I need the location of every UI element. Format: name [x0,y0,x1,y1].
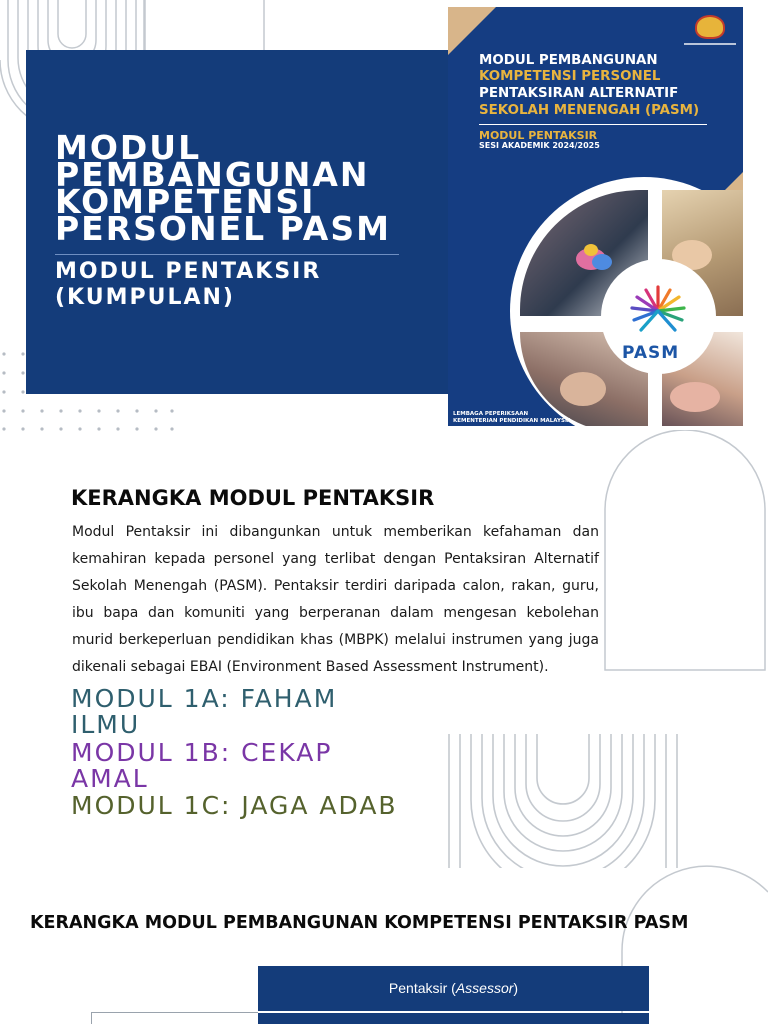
table-header-label [258,980,649,996]
framework-table-next-row [258,1013,649,1024]
cover-title-line-1: MODUL PEMBANGUNAN [479,53,658,68]
section-heading-kerangka-kompetensi: KERANGKA MODUL PEMBANGUNAN KOMPETENSI PENTAKSIR PASM [30,913,689,933]
module-1b-label: MODUL 1B: CEKAP AMAL [71,738,333,793]
module-cover-image [448,7,743,426]
cover-corner-accent [448,7,496,55]
cover-title-line-2: KOMPETENSI PERSONEL [479,69,661,84]
publisher-line-2: KEMENTERIAN PENDIDIKAN MALAYSIA [453,418,572,424]
decorative-arch-right [600,430,768,675]
cover-session-label: SESI AKADEMIK 2024/2025 [479,141,600,150]
section-heading-kerangka-modul: KERANGKA MODUL PENTAKSIR [71,486,435,510]
hero-subtitle: MODUL PENTAKSIR (KUMPULAN) [55,259,322,310]
module-1c-label: MODUL 1C: JAGA ADAB [71,791,398,820]
cover-divider [479,124,707,125]
framework-table-connector [91,1012,258,1024]
hero-title: MODUL PEMBANGUNAN KOMPETENSI PERSONEL PASM [55,128,391,248]
cover-title-line-4: SEKOLAH MENENGAH (PASM) [479,103,700,118]
crest-caption-line [684,43,736,51]
cover-title-line-3: PENTAKSIRAN ALTERNATIF [479,86,679,101]
module-1a-label: MODUL 1A: FAHAM ILMU [71,684,338,739]
decorative-arch-stripes [446,734,680,868]
section-body-text: Modul Pentaksir ini dibangunkan untuk memberikan kefahaman dan kemahiran kepada personel yang terlibat dengan Pentaksiran Alternatif Sekolah Menengah (PASM). Pentaksir terdiri daripada calon, rakan, guru, ibu bapa dan komuniti yang berperanan dalam mengesan kebolehan murid berkeperluan pendidikan khas (MBPK) melalui instrumen yang juga dikenali sebagai EBAI (Environment Based Assessment Instrument). [72,524,599,675]
pasm-logo-text: PASM [622,343,680,363]
table-header-italic: Assessor [455,980,514,996]
hero-divider [55,254,399,255]
cover-publisher [453,411,571,425]
publisher-line-1: LEMBAGA PEPERIKSAAN [453,411,529,417]
government-crest-icon [695,15,725,39]
table-header-end: ) [513,980,519,996]
cover-module-label: MODUL PENTAKSIR [479,129,598,142]
table-header-main: Pentaksir ( [388,980,456,996]
framework-table-header [258,966,649,1011]
